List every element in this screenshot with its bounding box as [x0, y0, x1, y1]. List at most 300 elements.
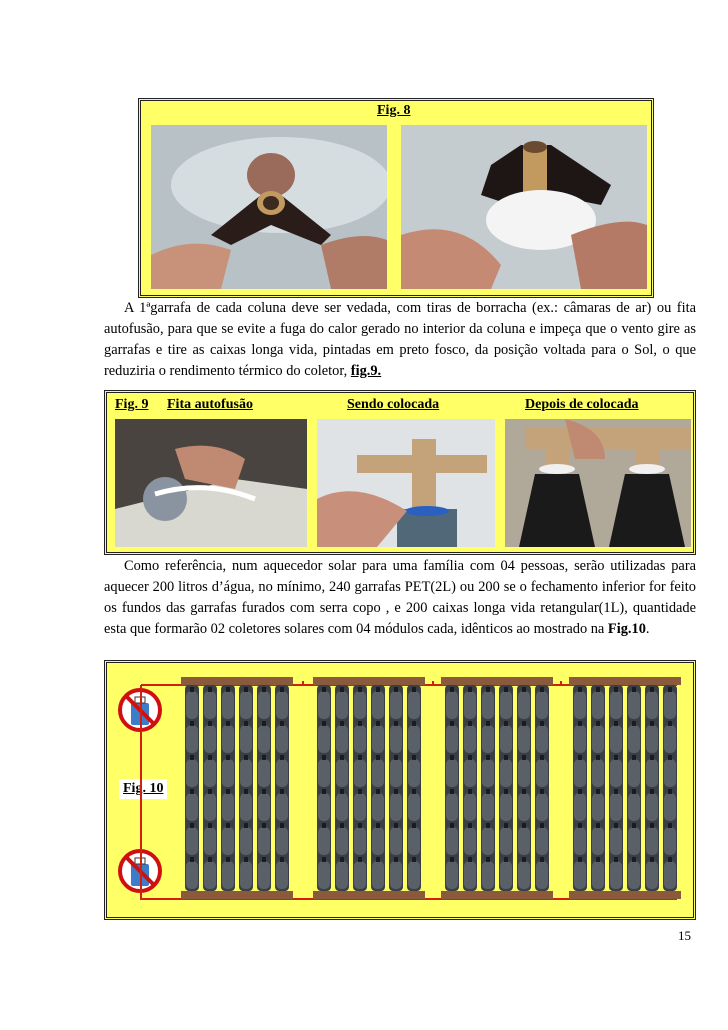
- bottle-neck: [468, 755, 472, 760]
- bottle-neck: [376, 823, 380, 828]
- pet-bottle: [372, 827, 384, 855]
- bottle-neck: [522, 687, 526, 692]
- top-manifold: [569, 677, 681, 685]
- bottle-neck: [450, 789, 454, 794]
- bottle-neck: [412, 721, 416, 726]
- bottle-neck: [450, 721, 454, 726]
- pet-bottle: [574, 861, 586, 889]
- bottle-neck: [668, 857, 672, 862]
- pet-bottle: [574, 691, 586, 719]
- pet-bottle: [646, 827, 658, 855]
- bottle-neck: [522, 823, 526, 828]
- bottle-neck: [358, 721, 362, 726]
- pet-bottle: [500, 691, 512, 719]
- pet-bottle: [592, 861, 604, 889]
- pet-bottle: [464, 793, 476, 821]
- pet-bottle: [186, 827, 198, 855]
- pet-bottle: [610, 759, 622, 787]
- pet-bottle: [518, 793, 530, 821]
- pet-bottle: [482, 827, 494, 855]
- bottle-neck: [540, 789, 544, 794]
- pet-bottle: [408, 861, 420, 889]
- pet-bottle: [464, 827, 476, 855]
- bottle-neck: [522, 755, 526, 760]
- bottle-neck: [226, 755, 230, 760]
- bottle-neck: [540, 857, 544, 862]
- pet-bottle: [500, 759, 512, 787]
- bottle-neck: [596, 721, 600, 726]
- pet-bottle: [222, 691, 234, 719]
- bottle-neck: [394, 857, 398, 862]
- pet-bottle: [628, 793, 640, 821]
- bottle-neck: [358, 789, 362, 794]
- bottle-neck: [522, 721, 526, 726]
- bottle-neck: [280, 823, 284, 828]
- pet-bottle: [186, 793, 198, 821]
- bottle-neck: [190, 857, 194, 862]
- pet-bottle: [372, 725, 384, 753]
- pet-bottle: [536, 793, 548, 821]
- pet-bottle: [204, 691, 216, 719]
- pet-bottle: [464, 861, 476, 889]
- pet-bottle: [276, 759, 288, 787]
- pet-bottle: [354, 691, 366, 719]
- pet-bottle: [240, 861, 252, 889]
- pet-bottle: [408, 725, 420, 753]
- bottle-neck: [412, 687, 416, 692]
- pet-bottle: [482, 725, 494, 753]
- bottle-neck: [614, 687, 618, 692]
- paragraph-2-fig-ref: Fig.10: [607, 621, 646, 637]
- fig8-label: Fig. 8: [377, 103, 411, 118]
- bottle-neck: [596, 755, 600, 760]
- bottle-neck: [468, 687, 472, 692]
- pet-bottle: [336, 725, 348, 753]
- pet-bottle: [186, 861, 198, 889]
- bottle-neck: [190, 687, 194, 692]
- bottom-manifold: [569, 891, 681, 899]
- pet-bottle: [318, 691, 330, 719]
- pet-bottle: [518, 759, 530, 787]
- pet-bottle: [574, 725, 586, 753]
- bottle-neck: [412, 857, 416, 862]
- pet-bottle: [574, 793, 586, 821]
- bottle-neck: [412, 823, 416, 828]
- pet-bottle: [336, 759, 348, 787]
- bottle-neck: [244, 687, 248, 692]
- bottle-neck: [632, 687, 636, 692]
- pet-bottle: [354, 861, 366, 889]
- fig9-caption-1: Fita autofusão: [167, 397, 253, 412]
- fig8-panel: [138, 98, 654, 298]
- bottle-neck: [262, 789, 266, 794]
- fig10-panel: [104, 660, 696, 920]
- pet-bottle: [592, 691, 604, 719]
- fig9-photo-2: [317, 419, 495, 547]
- pet-bottle: [646, 759, 658, 787]
- pet-bottle: [372, 759, 384, 787]
- pet-bottle: [482, 793, 494, 821]
- pet-bottle: [610, 691, 622, 719]
- bottle-neck: [504, 755, 508, 760]
- bottle-neck: [208, 687, 212, 692]
- fig9-photo-3-svg: [505, 419, 691, 547]
- bottle-neck: [280, 721, 284, 726]
- paragraph-2: [104, 556, 696, 640]
- pet-bottle: [354, 725, 366, 753]
- pet-bottle: [204, 725, 216, 753]
- pet-bottle: [258, 861, 270, 889]
- bottle-neck: [262, 755, 266, 760]
- pet-bottle: [258, 793, 270, 821]
- pet-bottle: [222, 725, 234, 753]
- page-number: 15: [678, 928, 691, 943]
- bottle-neck: [578, 823, 582, 828]
- pet-bottle: [610, 861, 622, 889]
- bottle-neck: [244, 721, 248, 726]
- bottle-neck: [632, 857, 636, 862]
- bottle-neck: [450, 823, 454, 828]
- bottle-neck: [358, 857, 362, 862]
- bottle-neck: [262, 823, 266, 828]
- fig9-photo-3: [505, 419, 691, 547]
- paragraph-2-text: Como referência, num aquecedor solar para uma família com 04 pessoas, serão utilizadas para aquecer 200 litros d’água, no mínimo, 240 garrafas PET(2L) ou 200 se o fechamento inferior for feito os fundos das garrafas furados com serra copo , e 200 caixas longa vida retangular(1L), quantidade esta que formarão 02 coletores solares com 04 módulos cada, idênticos ao mostrado na: [104, 558, 696, 637]
- bottle-neck: [412, 789, 416, 794]
- bottle-neck: [650, 721, 654, 726]
- bottle-neck: [208, 755, 212, 760]
- bottle-neck: [340, 789, 344, 794]
- bottle-neck: [614, 721, 618, 726]
- pet-bottle: [664, 691, 676, 719]
- pet-bottle: [372, 793, 384, 821]
- bottle-neck: [280, 687, 284, 692]
- bottle-neck: [394, 721, 398, 726]
- pet-bottle: [318, 827, 330, 855]
- pet-bottle: [592, 793, 604, 821]
- pet-bottle: [628, 725, 640, 753]
- bottle-neck: [486, 755, 490, 760]
- pet-bottle: [276, 793, 288, 821]
- bottle-neck: [262, 857, 266, 862]
- bottle-neck: [540, 755, 544, 760]
- bottle-neck: [504, 857, 508, 862]
- pet-bottle: [276, 725, 288, 753]
- pet-bottle: [446, 691, 458, 719]
- bottle-neck: [208, 789, 212, 794]
- pet-bottle: [240, 691, 252, 719]
- pet-bottle: [482, 691, 494, 719]
- pet-bottle: [204, 827, 216, 855]
- bottle-neck: [650, 687, 654, 692]
- pet-bottle: [518, 861, 530, 889]
- bottle-neck: [632, 823, 636, 828]
- bottle-neck: [376, 857, 380, 862]
- bottle-neck: [486, 823, 490, 828]
- pet-bottle: [240, 793, 252, 821]
- top-manifold: [313, 677, 425, 685]
- bottle-neck: [450, 755, 454, 760]
- bottle-neck: [340, 721, 344, 726]
- pet-bottle: [222, 827, 234, 855]
- pet-bottle: [204, 759, 216, 787]
- bottle-neck: [540, 823, 544, 828]
- pet-bottle: [500, 725, 512, 753]
- bottle-neck: [668, 789, 672, 794]
- pet-bottle: [500, 793, 512, 821]
- bottle-neck: [468, 789, 472, 794]
- bottle-neck: [226, 721, 230, 726]
- pet-bottle: [592, 725, 604, 753]
- pet-bottle: [610, 827, 622, 855]
- pet-bottle: [336, 793, 348, 821]
- bottle-neck: [394, 823, 398, 828]
- bottom-manifold: [441, 891, 553, 899]
- bottle-neck: [614, 755, 618, 760]
- fig9-photo-2-svg: [317, 419, 495, 547]
- bottle-neck: [190, 755, 194, 760]
- bottle-neck: [468, 823, 472, 828]
- pet-bottle: [536, 827, 548, 855]
- pet-bottle: [372, 691, 384, 719]
- bottle-neck: [632, 789, 636, 794]
- bottle-neck: [394, 789, 398, 794]
- paragraph-1-text: A 1ªgarrafa de cada coluna deve ser vedada, com tiras de borracha (ex.: câmaras de ar) ou fita autofusão, para que se evite a fuga do calor gerado no interior da coluna e impeça que o vento gire as garrafas e tire as caixas longa vida, pintadas em preto fosco, da posição voltada para o Sol, o que reduziria o rendimento térmico do coletor,: [104, 300, 696, 379]
- pet-bottle: [222, 793, 234, 821]
- bottle-neck: [190, 721, 194, 726]
- bottle-neck: [322, 857, 326, 862]
- fig8-photo-left: [151, 125, 387, 289]
- pet-bottle: [628, 827, 640, 855]
- bottle-neck: [376, 755, 380, 760]
- bottle-neck: [650, 823, 654, 828]
- bottle-neck: [340, 857, 344, 862]
- pet-bottle: [646, 691, 658, 719]
- pet-bottle: [446, 827, 458, 855]
- pet-bottle: [664, 861, 676, 889]
- bottle-neck: [226, 857, 230, 862]
- fig9-photo-1: [115, 419, 307, 547]
- pet-bottle: [664, 759, 676, 787]
- bottle-neck: [226, 789, 230, 794]
- bottle-neck: [632, 755, 636, 760]
- bottle-neck: [486, 687, 490, 692]
- bottle-neck: [486, 857, 490, 862]
- pet-bottle: [222, 759, 234, 787]
- bottle-neck: [578, 721, 582, 726]
- pet-bottle: [336, 691, 348, 719]
- bottle-neck: [650, 857, 654, 862]
- pet-bottle: [536, 759, 548, 787]
- fig9-panel: [104, 390, 696, 555]
- bottle-neck: [468, 857, 472, 862]
- pet-bottle: [536, 861, 548, 889]
- pet-bottle: [646, 725, 658, 753]
- pet-bottle: [446, 759, 458, 787]
- pet-bottle: [518, 691, 530, 719]
- pet-bottle: [664, 827, 676, 855]
- fig10-label: Fig. 10: [119, 779, 167, 799]
- bottle-neck: [190, 823, 194, 828]
- pet-bottle: [276, 861, 288, 889]
- bottle-neck: [208, 857, 212, 862]
- bottle-neck: [540, 687, 544, 692]
- paragraph-2-end: .: [645, 621, 650, 637]
- bottle-neck: [504, 721, 508, 726]
- bottle-neck: [322, 789, 326, 794]
- pet-bottle: [372, 861, 384, 889]
- pet-bottle: [500, 827, 512, 855]
- bottle-neck: [340, 755, 344, 760]
- bottle-neck: [376, 789, 380, 794]
- pet-bottle: [276, 691, 288, 719]
- pet-bottle: [186, 759, 198, 787]
- bottle-neck: [522, 857, 526, 862]
- bottle-neck: [244, 857, 248, 862]
- bottle-neck: [394, 755, 398, 760]
- pet-bottle: [518, 725, 530, 753]
- top-manifold: [441, 677, 553, 685]
- pet-bottle: [592, 759, 604, 787]
- pet-bottle: [336, 827, 348, 855]
- pet-bottle: [186, 725, 198, 753]
- pet-bottle: [240, 759, 252, 787]
- pet-bottle: [518, 827, 530, 855]
- pet-bottle: [408, 759, 420, 787]
- pet-bottle: [258, 759, 270, 787]
- fig9-label: Fig. 9: [115, 397, 149, 412]
- bottle-neck: [668, 755, 672, 760]
- pet-bottle: [592, 827, 604, 855]
- bottle-neck: [376, 687, 380, 692]
- pet-bottle: [664, 725, 676, 753]
- pet-bottle: [646, 793, 658, 821]
- bottle-neck: [486, 789, 490, 794]
- collector-diagram: [137, 667, 697, 917]
- bottle-neck: [244, 755, 248, 760]
- pet-bottle: [574, 827, 586, 855]
- bottle-neck: [322, 823, 326, 828]
- bottle-neck: [280, 857, 284, 862]
- bottle-neck: [668, 687, 672, 692]
- fig9-caption-2: Sendo colocada: [347, 397, 440, 412]
- bottle-neck: [322, 687, 326, 692]
- fig9-caption-3: Depois de colocada: [525, 397, 639, 412]
- fig8-photo-right-svg: [401, 125, 647, 289]
- bottle-neck: [226, 687, 230, 692]
- bottle-neck: [322, 755, 326, 760]
- pet-bottle: [408, 827, 420, 855]
- bottle-neck: [208, 823, 212, 828]
- bottle-neck: [614, 857, 618, 862]
- pet-bottle: [318, 759, 330, 787]
- pet-bottle: [464, 759, 476, 787]
- pet-bottle: [574, 759, 586, 787]
- bottle-neck: [578, 857, 582, 862]
- pet-bottle: [258, 725, 270, 753]
- pet-bottle: [610, 725, 622, 753]
- bottle-neck: [540, 721, 544, 726]
- pet-bottle: [464, 691, 476, 719]
- pet-bottle: [628, 759, 640, 787]
- bottle-neck: [596, 857, 600, 862]
- pet-bottle: [536, 725, 548, 753]
- bottle-neck: [614, 823, 618, 828]
- bottle-neck: [504, 823, 508, 828]
- pet-bottle: [646, 861, 658, 889]
- pet-bottle: [204, 861, 216, 889]
- bottle-neck: [596, 687, 600, 692]
- bottle-neck: [468, 721, 472, 726]
- bottle-neck: [504, 687, 508, 692]
- pet-bottle: [240, 725, 252, 753]
- bottle-neck: [226, 823, 230, 828]
- bottle-neck: [450, 857, 454, 862]
- pet-bottle: [336, 861, 348, 889]
- bottle-neck: [340, 823, 344, 828]
- pet-bottle: [258, 691, 270, 719]
- pet-bottle: [446, 861, 458, 889]
- bottle-neck: [650, 789, 654, 794]
- pet-bottle: [258, 827, 270, 855]
- bottle-neck: [596, 789, 600, 794]
- pet-bottle: [318, 793, 330, 821]
- bottle-neck: [244, 789, 248, 794]
- pet-bottle: [318, 725, 330, 753]
- pet-bottle: [628, 861, 640, 889]
- pet-bottle: [390, 759, 402, 787]
- bottle-neck: [280, 755, 284, 760]
- pet-bottle: [446, 725, 458, 753]
- pet-bottle: [390, 861, 402, 889]
- bottle-neck: [486, 721, 490, 726]
- bottle-neck: [394, 687, 398, 692]
- pet-bottle: [240, 827, 252, 855]
- bottle-neck: [650, 755, 654, 760]
- pet-bottle: [318, 861, 330, 889]
- pet-bottle: [446, 793, 458, 821]
- bottle-neck: [504, 789, 508, 794]
- pet-bottle: [482, 759, 494, 787]
- pet-bottle: [408, 691, 420, 719]
- bottle-neck: [668, 823, 672, 828]
- pet-bottle: [204, 793, 216, 821]
- bottle-neck: [632, 721, 636, 726]
- fig8-photo-right: [401, 125, 647, 289]
- bottle-neck: [578, 755, 582, 760]
- bottle-neck: [668, 721, 672, 726]
- paragraph-1: [104, 298, 696, 382]
- bottle-neck: [262, 721, 266, 726]
- pet-bottle: [390, 827, 402, 855]
- bottle-neck: [522, 789, 526, 794]
- pet-bottle: [276, 827, 288, 855]
- bottle-neck: [358, 823, 362, 828]
- bottle-neck: [578, 789, 582, 794]
- bottle-neck: [190, 789, 194, 794]
- pet-bottle: [390, 793, 402, 821]
- top-manifold: [181, 677, 293, 685]
- paragraph-1-fig-ref: fig.9.: [350, 363, 382, 379]
- bottle-neck: [412, 755, 416, 760]
- pet-bottle: [222, 861, 234, 889]
- pet-bottle: [482, 861, 494, 889]
- bottle-neck: [578, 687, 582, 692]
- bottle-neck: [614, 789, 618, 794]
- fig9-photo-1-svg: [115, 419, 307, 547]
- bottle-neck: [358, 687, 362, 692]
- bottle-neck: [596, 823, 600, 828]
- bottom-manifold: [181, 891, 293, 899]
